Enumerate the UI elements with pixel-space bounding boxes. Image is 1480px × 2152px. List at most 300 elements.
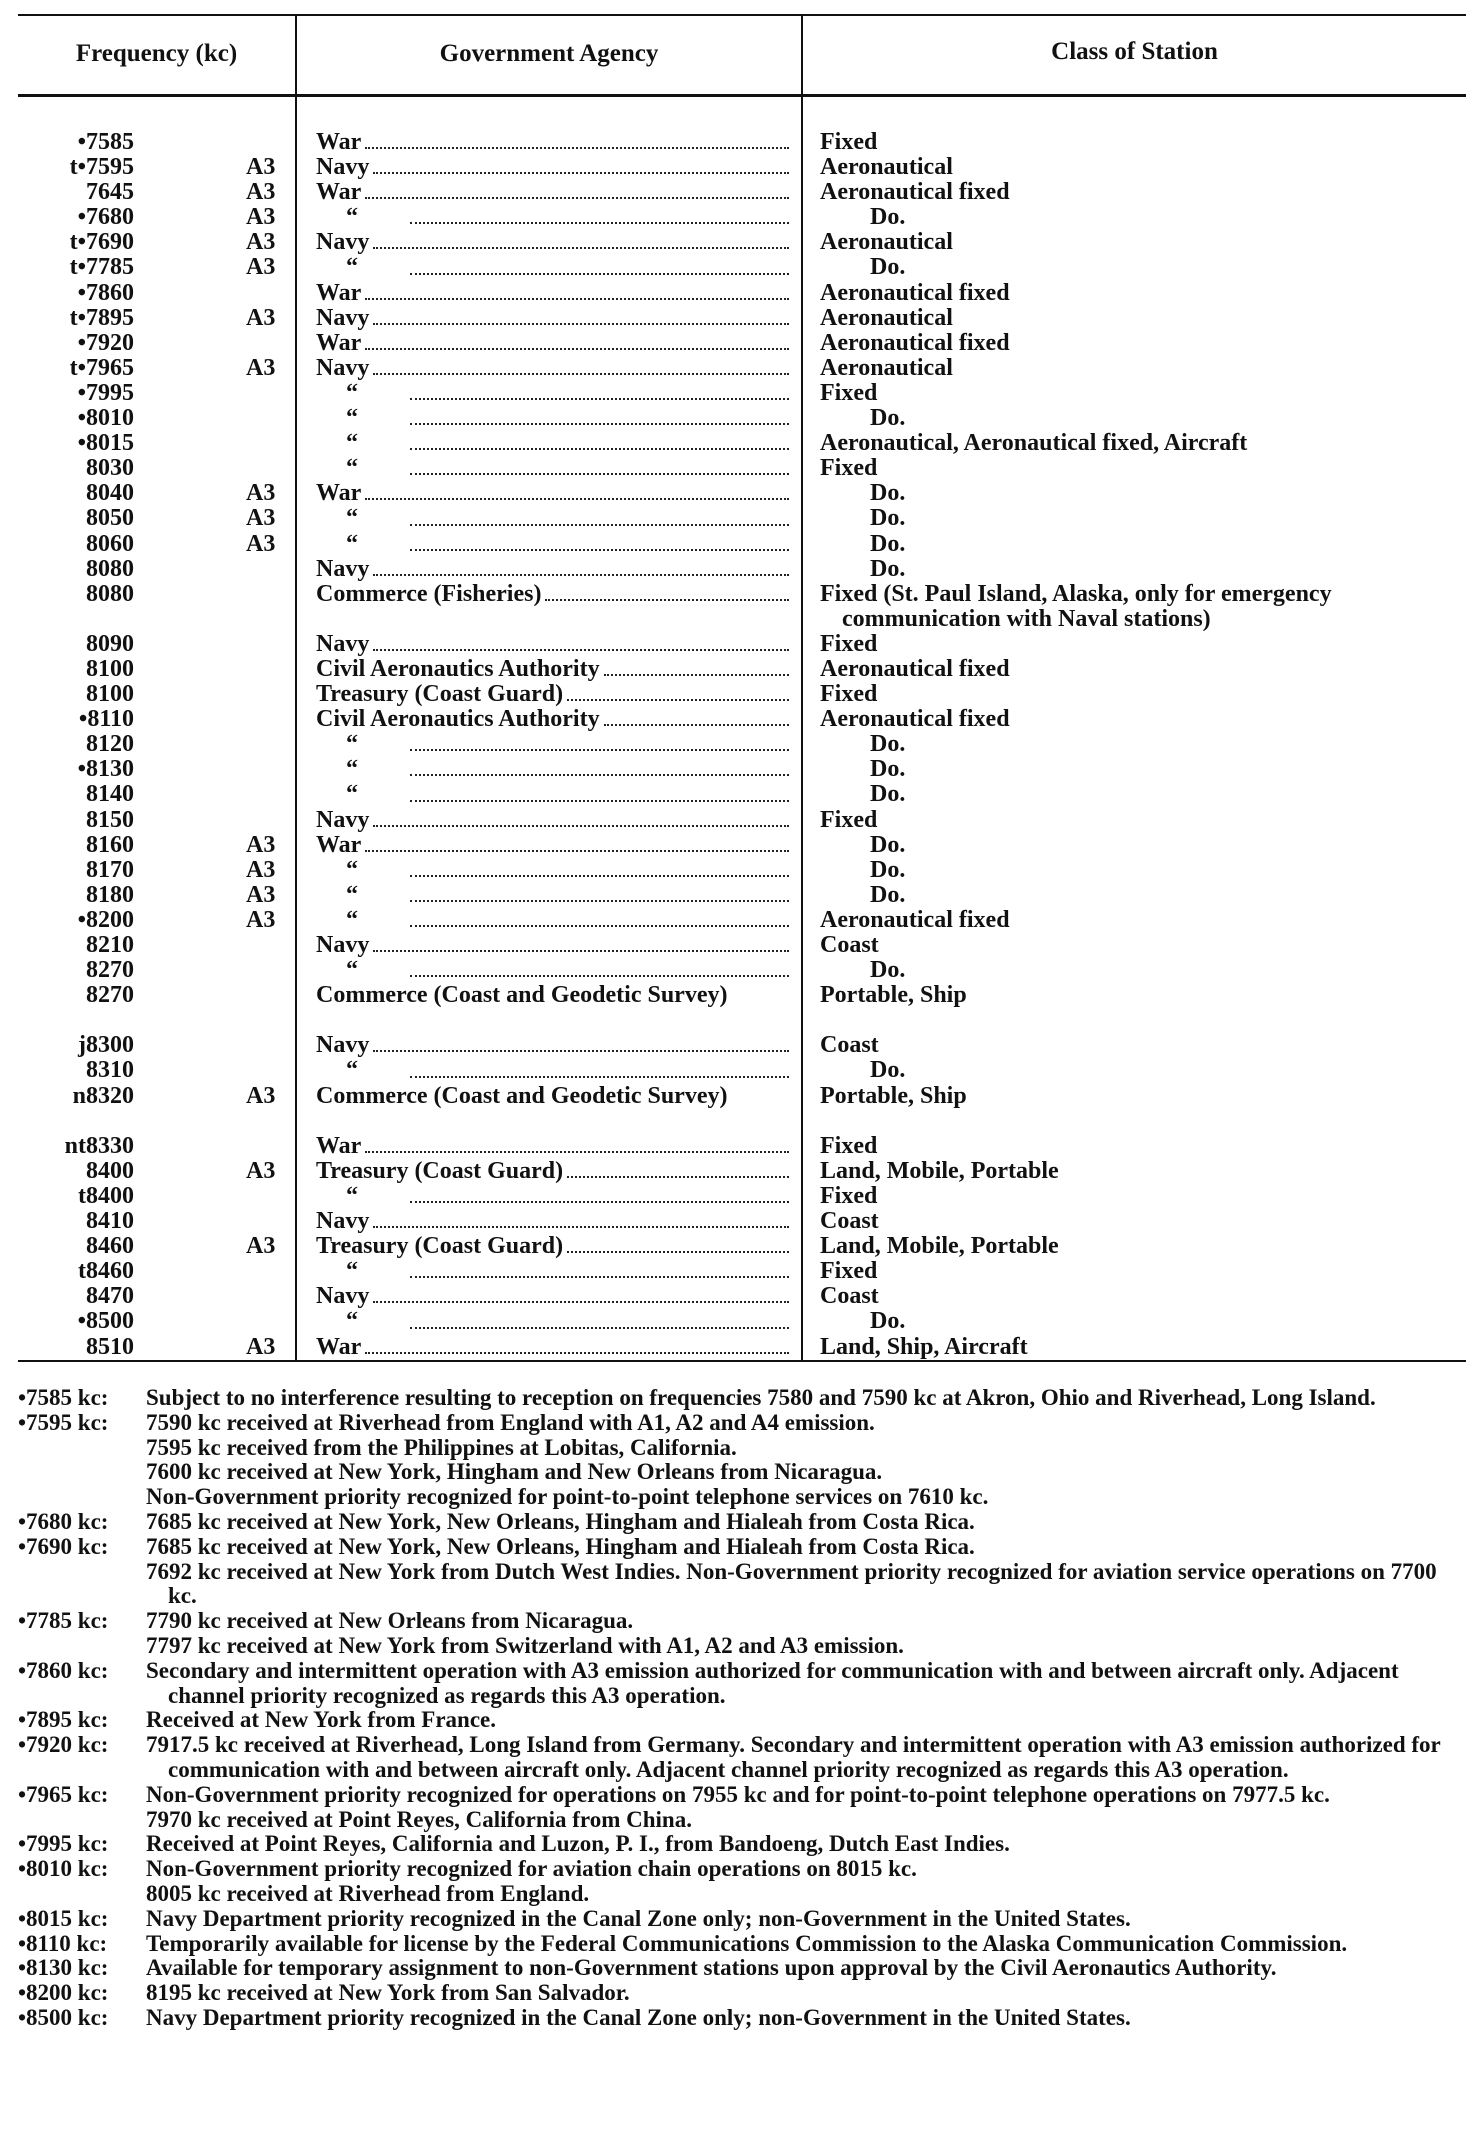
footnote-key: •7585 kc: (18, 1385, 109, 1410)
dot-leader (567, 682, 789, 701)
table-row (18, 732, 1466, 757)
dot-leader (410, 506, 789, 525)
dot-leader (604, 657, 789, 676)
table-row (18, 130, 1466, 155)
frequency-cell: 8460 (86, 1233, 134, 1260)
footnote-key: •8010 kc: (18, 1856, 109, 1882)
agency-cell (316, 933, 791, 958)
emission-cell: A3 (246, 1082, 276, 1109)
table-row (18, 1058, 1466, 1083)
table-row (18, 356, 1466, 381)
table-row (18, 632, 1466, 657)
emission-cell: A3 (246, 1157, 276, 1184)
footnote (18, 1510, 1466, 1535)
emission-cell: A3 (246, 480, 276, 507)
table-row (18, 833, 1466, 858)
class-cell: Aeronautical fixed (820, 179, 1010, 206)
class-cell: Do. (870, 405, 906, 432)
header-agency: Government Agency (439, 40, 659, 67)
agency-text: “ (346, 1258, 358, 1285)
table-row (18, 1335, 1466, 1360)
frequency-cell: t•7785 (69, 254, 134, 281)
class-cell: Do. (870, 756, 906, 783)
table-row (18, 306, 1466, 331)
class-cell: Coast (820, 932, 879, 958)
agency-cell (316, 281, 791, 306)
table-row (18, 1159, 1466, 1184)
dot-leader (410, 908, 789, 927)
footnote-text (146, 1510, 1466, 1535)
agency-cell (316, 1084, 813, 1109)
class-cell: Aeronautical (820, 229, 953, 256)
footnote-line: 7600 kc received at New York, Hingham and New Orleans from Nicaragua. (146, 1459, 883, 1485)
dot-leader (410, 532, 789, 551)
frequency-cell: •8500 (77, 1308, 134, 1335)
frequency-cell: 8160 (86, 831, 134, 858)
agency-text: War (316, 179, 362, 206)
footnote-text (146, 1411, 1466, 1510)
agency-text: Treasury (Coast Guard) (316, 681, 564, 708)
dot-leader (410, 1058, 789, 1077)
agency-text: Commerce (Coast and Geodetic Survey) (316, 1082, 728, 1109)
footnote-text (146, 1832, 1466, 1857)
agency-cell (316, 1184, 791, 1209)
frequency-cell: n8320 (72, 1082, 134, 1109)
agency-cell (316, 757, 791, 782)
class-cell: Fixed (820, 129, 878, 155)
footnote-text (146, 2006, 1466, 2031)
frequency-cell: 8180 (86, 881, 134, 908)
agency-text: “ (346, 756, 358, 783)
agency-cell (316, 1134, 791, 1159)
footnote-line: Received at New York from France. (146, 1707, 496, 1733)
footnote-line: 7590 kc received at Riverhead from England with A1, A2 and A4 emission. (146, 1409, 875, 1435)
frequency-cell: •7860 (77, 279, 134, 306)
agency-text: Navy (316, 630, 370, 657)
frequency-cell: 8210 (86, 932, 134, 958)
footnote-key: •8500 kc: (18, 2004, 109, 2030)
frequency-cell: •7995 (77, 379, 134, 406)
table-row (18, 381, 1466, 406)
footnote-line: Non-Government priority recognized for point-to-point telephone services on 7610 kc. (146, 1484, 989, 1510)
frequency-cell: •8015 (77, 430, 134, 457)
table-row (18, 331, 1466, 356)
class-cell: Fixed (820, 630, 878, 657)
frequency-cell: t•7895 (69, 304, 134, 331)
agency-cell (316, 682, 791, 707)
agency-text: War (316, 831, 362, 858)
footnote-text (146, 1386, 1466, 1411)
agency-cell (316, 657, 791, 682)
footnote-key: •8015 kc: (18, 1905, 109, 1931)
footnote (18, 1386, 1466, 1411)
footnote-line: 8195 kc received at New York from San Salvador. (146, 1980, 630, 2006)
frequency-cell: 8060 (86, 530, 134, 557)
frequency-cell: 8050 (86, 505, 134, 532)
frequency-cell: j8300 (78, 1032, 134, 1059)
dot-leader (365, 1134, 789, 1153)
emission-cell: A3 (246, 154, 276, 181)
class-cell: Do. (870, 831, 906, 858)
dot-leader (365, 281, 789, 300)
agency-text: “ (346, 1308, 358, 1335)
table-row (18, 431, 1466, 456)
table-row (18, 506, 1466, 531)
dot-leader (410, 205, 789, 224)
footnote-text (146, 1609, 1466, 1659)
class-cell: Do. (870, 505, 906, 532)
footnote-line: 7595 kc received from the Philippines at Lobitas, California. (146, 1434, 737, 1460)
dot-leader (410, 1184, 789, 1203)
dot-leader (567, 1234, 789, 1253)
agency-cell (316, 306, 791, 331)
agency-text: “ (346, 906, 358, 933)
frequency-cell: 8150 (86, 806, 134, 833)
footnote-key: •7690 kc: (18, 1533, 109, 1559)
class-cell: Aeronautical fixed (820, 329, 1010, 356)
class-cell: Fixed (St. Paul Island, Alaska, only for emergency communication with Naval stations) (820, 580, 1332, 632)
class-cell: Do. (870, 881, 906, 908)
frequency-cell: 8270 (86, 957, 134, 984)
agency-text: “ (346, 856, 358, 883)
footnote-key: •7965 kc: (18, 1781, 109, 1807)
emission-cell: A3 (246, 881, 276, 908)
frequency-cell: •8130 (77, 756, 134, 783)
class-cell: Fixed (820, 1258, 878, 1285)
dot-leader (410, 782, 789, 801)
agency-text: Treasury (Coast Guard) (316, 1157, 564, 1184)
footnote-line: Non-Government priority recognized for operations on 7955 kc and for point-to-point telephone operations on 7977.5 kc. (146, 1781, 1330, 1807)
frequency-cell: •7680 (77, 204, 134, 231)
agency-text: Treasury (Coast Guard) (316, 1233, 564, 1260)
emission-cell: A3 (246, 354, 276, 381)
frequency-cell: 8120 (86, 731, 134, 758)
table-row (18, 657, 1466, 682)
dot-leader (410, 406, 789, 425)
class-cell: Fixed (820, 1182, 878, 1209)
class-cell: Coast (820, 1208, 879, 1235)
frequency-cell: 8100 (86, 655, 134, 682)
footnote-key: •7595 kc: (18, 1409, 109, 1435)
emission-cell: A3 (246, 1233, 276, 1260)
agency-cell (316, 1335, 791, 1360)
agency-text: “ (346, 405, 358, 432)
class-cell: Aeronautical (820, 154, 953, 181)
frequency-cell: 8410 (86, 1208, 134, 1235)
class-cell: Portable, Ship (820, 982, 967, 1009)
frequency-cell: 8400 (86, 1157, 134, 1184)
footnote (18, 1932, 1466, 1957)
agency-text: “ (346, 505, 358, 532)
class-cell: Coast (820, 1283, 879, 1310)
footnote-text (146, 1708, 1466, 1733)
footnote (18, 1981, 1466, 2006)
dot-leader (373, 933, 789, 952)
class-cell: Aeronautical (820, 304, 953, 331)
agency-text: “ (346, 781, 358, 808)
agency-text: Navy (316, 1283, 370, 1310)
table-row (18, 858, 1466, 883)
dot-leader (373, 632, 789, 651)
agency-text: Navy (316, 229, 370, 256)
class-cell: Land, Ship, Aircraft (820, 1333, 1028, 1360)
frequency-cell: 8080 (86, 555, 134, 582)
class-cell: Aeronautical fixed (820, 655, 1010, 682)
table-row (18, 1309, 1466, 1334)
frequency-cell: 8030 (86, 455, 134, 482)
agency-cell (316, 557, 791, 582)
footnote-line: 7917.5 kc received at Riverhead, Long Island from Germany. Secondary and intermittent operation with A3 emission authorized for communication with and between aircraft only. Adjacent channel priority recognized as regards this A3 operation. (146, 1732, 1441, 1782)
footnote-text (146, 1659, 1466, 1709)
footnote (18, 1708, 1466, 1733)
agency-text: War (316, 1132, 362, 1159)
footnote-key: •8110 kc: (18, 1930, 108, 1956)
footnote-line: 7970 kc received at Point Reyes, California from China. (146, 1806, 692, 1832)
emission-cell: A3 (246, 254, 276, 281)
agency-text: War (316, 480, 362, 507)
agency-text: “ (346, 530, 358, 557)
table-row (18, 682, 1466, 707)
dot-leader (373, 155, 789, 174)
dot-leader (373, 306, 789, 325)
emission-cell: A3 (246, 831, 276, 858)
frequency-cell: 8170 (86, 856, 134, 883)
agency-cell (316, 1309, 791, 1334)
class-cell: Do. (870, 555, 906, 582)
agency-cell (316, 331, 791, 356)
emission-cell: A3 (246, 856, 276, 883)
agency-cell (316, 983, 813, 1008)
class-cell: Aeronautical fixed (820, 906, 1010, 933)
table-row (18, 1234, 1466, 1259)
dot-leader (410, 883, 789, 902)
footnote-line: 7790 kc received at New Orleans from Nicaragua. (146, 1608, 634, 1634)
agency-text: Civil Aeronautics Authority (316, 706, 600, 733)
class-cell: Do. (870, 1057, 906, 1084)
frequency-cell: 8270 (86, 982, 134, 1009)
frequency-cell: t•7690 (69, 229, 134, 256)
agency-text: War (316, 279, 362, 306)
table-row (18, 782, 1466, 807)
table-row (18, 808, 1466, 833)
footnote-line: Available for temporary assignment to non-Government stations upon approval by the Civil Aeronautics Authority. (146, 1955, 1277, 1981)
class-cell: Do. (870, 957, 906, 984)
agency-cell (316, 1209, 791, 1234)
agency-cell (316, 1159, 791, 1184)
agency-cell (316, 808, 791, 833)
class-cell: Do. (870, 480, 906, 507)
dot-leader (410, 431, 789, 450)
footnote-line: 7797 kc received at New York from Switzerland with A1, A2 and A3 emission. (146, 1632, 904, 1658)
class-cell: Aeronautical fixed (820, 279, 1010, 306)
class-cell: Fixed (820, 455, 878, 482)
table-row (18, 281, 1466, 306)
footnote-line: Secondary and intermittent operation with A3 emission authorized for communication with and between aircraft only. Adjacent channel priority recognized as regards this A3 operation. (146, 1657, 1399, 1708)
footnote (18, 1832, 1466, 1857)
agency-text: “ (346, 1057, 358, 1084)
emission-cell: A3 (246, 530, 276, 557)
agency-text: Commerce (Fisheries) (316, 580, 542, 607)
footnote-key: •7895 kc: (18, 1707, 109, 1733)
table-row (18, 532, 1466, 557)
footnote-text (146, 1783, 1466, 1833)
class-cell: Coast (820, 1032, 879, 1059)
table-bottom-rule (18, 1360, 1466, 1362)
agency-text: “ (346, 254, 358, 281)
footnote-line: 7685 kc received at New York, New Orleans, Hingham and Hialeah from Costa Rica. (146, 1508, 975, 1534)
agency-cell (316, 958, 791, 983)
table-row (18, 983, 1466, 1033)
agency-cell (316, 356, 791, 381)
agency-cell (316, 908, 791, 933)
footnote (18, 1907, 1466, 1932)
frequency-cell: •7585 (77, 129, 134, 155)
agency-cell (316, 381, 791, 406)
footnote (18, 1609, 1466, 1659)
agency-cell (316, 230, 791, 255)
footnote-key: •7860 kc: (18, 1657, 109, 1683)
footnote-line: 7685 kc received at New York, New Orleans, Hingham and Hialeah from Costa Rica. (146, 1533, 975, 1559)
table-row (18, 1209, 1466, 1234)
agency-cell (316, 782, 791, 807)
frequency-cell: t8400 (78, 1182, 134, 1209)
footnote (18, 1783, 1466, 1833)
table-row (18, 1084, 1466, 1134)
agency-text: “ (346, 881, 358, 908)
dot-leader (604, 707, 789, 726)
dot-leader (373, 356, 789, 375)
agency-cell (316, 1284, 791, 1309)
agency-text: War (316, 1333, 362, 1360)
agency-text: Navy (316, 555, 370, 582)
agency-text: Commerce (Coast and Geodetic Survey) (316, 982, 728, 1009)
agency-text: Navy (316, 154, 370, 181)
top-rule (18, 14, 1466, 16)
frequency-cell: 8510 (86, 1333, 134, 1360)
class-cell: Do. (870, 856, 906, 883)
agency-text: “ (346, 1182, 358, 1209)
dot-leader (373, 1284, 789, 1303)
class-cell: Portable, Ship (820, 1082, 967, 1109)
footnote-text (146, 1932, 1466, 1957)
dot-leader (373, 557, 789, 576)
footnote-key: •7680 kc: (18, 1508, 109, 1534)
agency-cell (316, 858, 791, 883)
table-row (18, 1284, 1466, 1309)
class-cell: Do. (870, 781, 906, 808)
footnote-line: Non-Government priority recognized for aviation chain operations on 8015 kc. (146, 1856, 917, 1882)
class-cell: Do. (870, 530, 906, 557)
footnote (18, 1659, 1466, 1709)
agency-text: “ (346, 379, 358, 406)
agency-cell (316, 632, 791, 657)
class-cell: Do. (870, 731, 906, 758)
dot-leader (373, 808, 789, 827)
table-row (18, 757, 1466, 782)
agency-cell (316, 732, 791, 757)
class-cell: Aeronautical (820, 354, 953, 381)
agency-text: Navy (316, 806, 370, 833)
frequency-cell: t•7965 (69, 354, 134, 381)
dot-leader (365, 481, 789, 500)
class-cell: Do. (870, 204, 906, 231)
emission-cell: A3 (246, 179, 276, 206)
emission-cell: A3 (246, 229, 276, 256)
agency-cell (316, 833, 791, 858)
emission-cell: A3 (246, 906, 276, 933)
table-row (18, 933, 1466, 958)
agency-text: “ (346, 731, 358, 758)
dot-leader (373, 230, 789, 249)
agency-text: “ (346, 204, 358, 231)
frequency-cell: •8110 (78, 706, 134, 733)
agency-cell (316, 883, 791, 908)
frequency-cell: 8100 (86, 681, 134, 708)
table-row (18, 230, 1466, 255)
table-row (18, 1033, 1466, 1058)
table-row (18, 908, 1466, 933)
agency-cell (316, 155, 791, 180)
class-cell: Fixed (820, 379, 878, 406)
table-row (18, 1184, 1466, 1209)
table-row (18, 883, 1466, 908)
frequency-cell: •8010 (77, 405, 134, 432)
agency-text: Civil Aeronautics Authority (316, 655, 600, 682)
table-row (18, 481, 1466, 506)
dot-leader (373, 1209, 789, 1228)
agency-cell (316, 1058, 791, 1083)
footnotes (18, 1386, 1466, 2031)
agency-cell (316, 1033, 791, 1058)
dot-leader (373, 1033, 789, 1052)
header-class: Class of Station (1051, 38, 1218, 65)
footnote-line: Navy Department priority recognized in the Canal Zone only; non-Government in the United States. (146, 1905, 1131, 1931)
table-row (18, 707, 1466, 732)
dot-leader (545, 582, 789, 601)
footnote-text (146, 1907, 1466, 1932)
footnote-line: Temporarily available for license by the Federal Communications Commission to the Alaska Communication Commission. (146, 1930, 1348, 1956)
footnote-text (146, 1733, 1466, 1783)
dot-leader (410, 732, 789, 751)
footnote (18, 1733, 1466, 1783)
dot-leader (410, 456, 789, 475)
footnote-line: Received at Point Reyes, California and Luzon, P. I., from Bandoeng, Dutch East Indies. (146, 1831, 1010, 1857)
footnote-key: •7785 kc: (18, 1608, 109, 1634)
dot-leader (410, 757, 789, 776)
class-cell: Fixed (820, 806, 878, 833)
class-cell: Do. (870, 1308, 906, 1335)
class-cell: Land, Mobile, Portable (820, 1157, 1059, 1184)
frequency-cell: t•7595 (69, 154, 134, 181)
footnote (18, 2006, 1466, 2031)
frequency-cell: 8140 (86, 781, 134, 808)
dot-leader (410, 255, 789, 274)
table-row (18, 958, 1466, 983)
agency-text: War (316, 329, 362, 356)
agency-cell (316, 481, 791, 506)
footnote-text (146, 1535, 1466, 1609)
agency-text: Navy (316, 354, 370, 381)
frequency-cell: 8470 (86, 1283, 134, 1310)
table-row (18, 557, 1466, 582)
footnote-key: •7920 kc: (18, 1732, 109, 1758)
table-row (18, 180, 1466, 205)
agency-text: “ (346, 957, 358, 984)
footnote-text (146, 1857, 1466, 1907)
dot-leader (410, 858, 789, 877)
frequency-cell: •7920 (77, 329, 134, 356)
agency-cell (316, 1259, 791, 1284)
